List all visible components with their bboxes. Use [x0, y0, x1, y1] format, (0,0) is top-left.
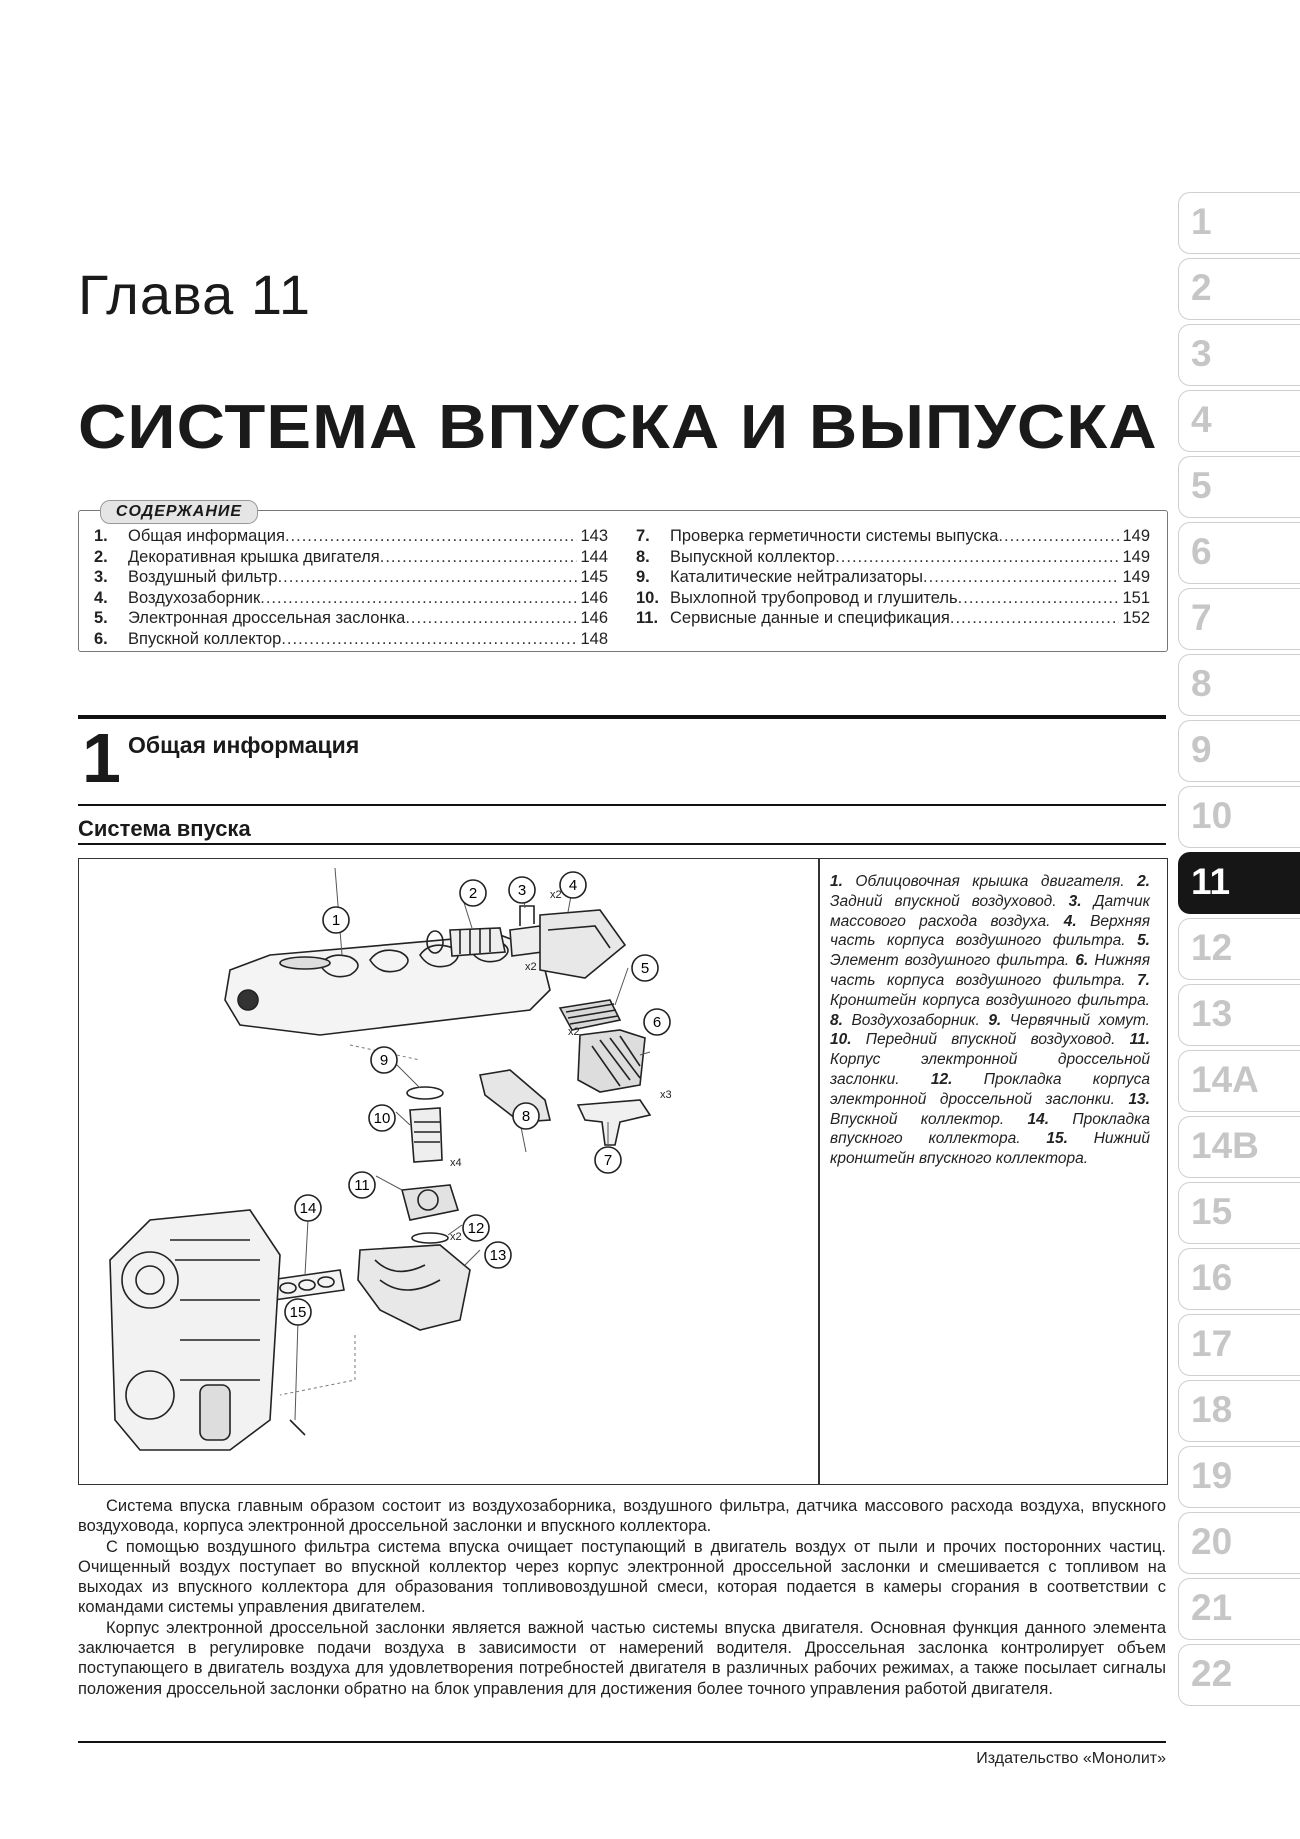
- toc-entry-page: 143: [580, 527, 608, 545]
- tab-chapter-12[interactable]: [1178, 918, 1300, 980]
- figure-legend: [830, 872, 1150, 1169]
- callout-marker: [513, 1103, 539, 1129]
- callout-marker: [560, 872, 586, 898]
- toc-entry[interactable]: [94, 526, 608, 547]
- tab-chapter-14a[interactable]: [1178, 1050, 1300, 1112]
- tab-chapter-20[interactable]: [1178, 1512, 1300, 1574]
- toc-entry-text: Декоративная крышка двигателя: [128, 547, 380, 566]
- legend-item: 8. Воздухозаборник.: [830, 1011, 980, 1029]
- toc-entry-text: Воздушный фильтр: [128, 568, 278, 586]
- svg-text:14: 14: [299, 1200, 317, 1217]
- callout-marker: [295, 1195, 321, 1221]
- toc-entry-num: 4.: [94, 588, 108, 607]
- callout-marker: [632, 955, 658, 981]
- qty-label: x3: [660, 1089, 672, 1101]
- toc-entry-num: 11.: [636, 609, 659, 627]
- toc-entry[interactable]: [94, 547, 608, 568]
- toc-heading: СОДЕРЖАНИЕ: [100, 500, 258, 524]
- toc-entry-page: 152: [1122, 609, 1150, 627]
- tab-label: 13: [1191, 993, 1233, 1034]
- toc-leader: [281, 629, 577, 650]
- legend-item: 4. Верхняя часть корпуса воздушного фильтра.: [830, 912, 1150, 950]
- toc-leader: [958, 588, 1120, 609]
- tab-label: 22: [1191, 1653, 1233, 1694]
- svg-text:2: 2: [468, 885, 478, 902]
- toc-entry-num: 9.: [636, 568, 650, 586]
- toc-entry-text: Впускной коллектор: [128, 629, 282, 648]
- svg-text:13: 13: [489, 1247, 507, 1264]
- legend-item: 10. Передний впускной воздуховод.: [830, 1031, 1116, 1049]
- legend-item: 6. Нижняя часть корпуса воздушного фильтра.: [830, 952, 1150, 989]
- upper-filter-housing-drawing: [540, 910, 625, 978]
- toc-entry-page: 151: [1122, 588, 1150, 607]
- toc-entry-text: Сервисные данные и спецификация: [670, 609, 950, 627]
- tab-chapter-6[interactable]: [1178, 522, 1300, 584]
- toc-entry[interactable]: [94, 629, 608, 650]
- body-text: [78, 1496, 1166, 1699]
- svg-text:9: 9: [379, 1052, 389, 1069]
- legend-item: 14. Прокладка впускного коллектора.: [830, 1110, 1151, 1148]
- tab-label: 4: [1191, 399, 1212, 440]
- toc-entry-page: 149: [1122, 568, 1150, 586]
- tab-chapter-2[interactable]: [1178, 258, 1300, 320]
- tab-label: 14B: [1191, 1125, 1259, 1166]
- callout-marker: [371, 1047, 397, 1073]
- toc-leader: [405, 608, 577, 629]
- toc-entry[interactable]: [636, 526, 1150, 547]
- legend-item: 11. Корпус электронной дроссельной заслонки.: [830, 1031, 1150, 1088]
- section-divider: [78, 804, 1166, 806]
- legend-item: 9. Червячный хомут.: [988, 1011, 1150, 1029]
- tab-chapter-22[interactable]: [1178, 1644, 1300, 1706]
- svg-text:12: 12: [467, 1220, 485, 1237]
- toc-left-column: [94, 526, 608, 649]
- toc-entry-page: 148: [580, 629, 608, 648]
- footer-rule: [78, 1741, 1166, 1743]
- tab-chapter-21[interactable]: [1178, 1578, 1300, 1640]
- engine-block-drawing: [110, 1210, 280, 1450]
- tab-chapter-19[interactable]: [1178, 1446, 1300, 1508]
- chapter-title: СИСТЕМА ВПУСКА И ВЫПУСКА: [78, 393, 1158, 462]
- callout-marker: [644, 1009, 670, 1035]
- tab-label: 18: [1191, 1389, 1233, 1430]
- toc-entry[interactable]: [94, 567, 608, 588]
- tab-chapter-15[interactable]: [1178, 1182, 1300, 1244]
- svg-text:15: 15: [289, 1304, 307, 1321]
- callout-marker: [285, 1299, 311, 1325]
- figure-divider: [818, 858, 820, 1485]
- toc-entry-page: 149: [1122, 547, 1150, 566]
- callout-marker: [509, 877, 535, 903]
- paragraph: Корпус электронной дроссельной заслонки является важной частью системы впуска двигателя. Основная функция данного элемента заключается в регулировке подачи воздуха в зависимости от намерений водителя. Дроссельная заслонка контролирует объем поступающего в двигатель воздуха для удовлетворения потребностей двигателя в различных рабочих режимах, а также посылает сигналы положения дроссельной заслонки обратно на блок управления для достижения более точного управления работой двигателя.: [78, 1618, 1166, 1698]
- toc-leader: [950, 608, 1120, 629]
- toc-entry[interactable]: [94, 588, 608, 609]
- svg-text:3: 3: [517, 882, 527, 899]
- qty-label: x2: [568, 1026, 580, 1038]
- callout-marker: [323, 907, 349, 933]
- paragraph: Система впуска главным образом состоит из воздухозаборника, воздушного фильтра, датчика массового расхода воздуха, впускного воздуховода, корпуса электронной дроссельной заслонки и впускного коллектора.: [78, 1497, 1166, 1536]
- toc-leader: [285, 526, 578, 547]
- section-title: Общая информация: [128, 732, 360, 758]
- toc-entry-num: 1.: [94, 527, 108, 545]
- qty-label: x2: [525, 961, 537, 973]
- legend-item: 3. Датчик массового расхода воздуха.: [830, 892, 1151, 930]
- tab-label: 9: [1191, 729, 1212, 770]
- chapter-label: Глава 11: [78, 263, 311, 326]
- toc-entry-num: 10.: [636, 588, 659, 607]
- toc-entry[interactable]: [636, 547, 1150, 568]
- toc-entry[interactable]: [636, 588, 1150, 609]
- qty-label: x4: [450, 1157, 462, 1169]
- tab-label: 17: [1191, 1323, 1233, 1364]
- toc-leader: [835, 547, 1119, 568]
- toc-entry-num: 5.: [94, 609, 108, 627]
- tab-chapter-7[interactable]: [1178, 588, 1300, 650]
- tab-label: 19: [1191, 1455, 1233, 1496]
- maf-sensor-drawing: [510, 906, 542, 956]
- publisher-credit: Издательство «Монолит»: [976, 1750, 1166, 1767]
- callout-marker: [349, 1172, 375, 1198]
- qty-label: x2: [550, 889, 562, 901]
- legend-item: 1. Облицовочная крышка двигателя.: [830, 873, 1125, 890]
- toc-entry[interactable]: [636, 567, 1150, 588]
- tab-label: 16: [1191, 1257, 1233, 1298]
- callout-marker: [595, 1147, 621, 1173]
- subsection-rule: [78, 843, 1166, 845]
- tab-chapter-14b[interactable]: [1178, 1116, 1300, 1178]
- toc-entry-text: Проверка герметичности системы выпуска: [670, 527, 999, 545]
- toc-leader: [380, 547, 578, 568]
- toc-entry-num: 7.: [636, 527, 650, 545]
- tab-chapter-3[interactable]: [1178, 324, 1300, 386]
- tab-chapter-9[interactable]: [1178, 720, 1300, 782]
- legend-item: 2. Задний впускной воздуховод.: [830, 873, 1150, 910]
- tab-label: 5: [1191, 465, 1212, 506]
- toc-entry[interactable]: [636, 608, 1150, 629]
- tab-chapter-16[interactable]: [1178, 1248, 1300, 1310]
- tab-chapter-1[interactable]: [1178, 192, 1300, 254]
- toc-entry-text: Каталитические нейтрализаторы: [670, 568, 924, 586]
- section-number: 1: [82, 719, 121, 797]
- toc-leader: [260, 588, 577, 609]
- tab-label: 12: [1191, 927, 1233, 968]
- callout-marker: [460, 880, 486, 906]
- svg-text:5: 5: [640, 960, 650, 977]
- tab-label: 11: [1191, 861, 1231, 902]
- subsection-title: Система впуска: [78, 816, 251, 841]
- toc-entry-page: 146: [580, 588, 608, 607]
- toc-entry-num: 8.: [636, 547, 650, 566]
- qty-label: x2: [450, 1231, 462, 1243]
- toc-entry-text: Общая информация: [128, 527, 285, 545]
- toc-entry-num: 6.: [94, 629, 108, 648]
- toc-entry-text: Воздухозаборник: [128, 588, 261, 607]
- svg-text:6: 6: [652, 1014, 662, 1031]
- legend-item: 13. Впускной коллектор.: [830, 1090, 1150, 1128]
- tab-chapter-4[interactable]: [1178, 390, 1300, 452]
- tab-label: 20: [1191, 1521, 1233, 1562]
- toc-entry[interactable]: [94, 608, 608, 629]
- intake-system-diagram: [80, 860, 816, 1482]
- svg-text:7: 7: [603, 1152, 613, 1169]
- toc-right-column: [636, 526, 1150, 629]
- paragraph: С помощью воздушного фильтра система впуска очищает поступающий в двигатель воздух от пыли и прочих посторонних частиц. Очищенный воздух поступает во впускной коллектор через корпус электронной дроссельной заслонки и смешивается с топливом на выходах из впускного коллектора для образования топливовоздушной смеси, которая подается в камеры сгорания в соответствии с командами системы управления двигателем.: [78, 1537, 1166, 1617]
- toc-entry-text: Выпускной коллектор: [670, 547, 836, 566]
- tab-label: 15: [1191, 1191, 1233, 1232]
- svg-text:4: 4: [568, 877, 578, 894]
- tab-label: 8: [1191, 663, 1212, 704]
- svg-text:8: 8: [521, 1108, 531, 1125]
- tab-label: 2: [1191, 267, 1212, 308]
- tab-chapter-8[interactable]: [1178, 654, 1300, 716]
- legend-item: 5. Элемент воздушного фильтра.: [830, 932, 1150, 970]
- tab-label: 10: [1191, 795, 1233, 836]
- toc-entry-page: 144: [580, 547, 608, 566]
- legend-item: 12. Прокладка корпуса электронной дроссельной заслонки.: [830, 1070, 1150, 1108]
- section-rule: [78, 715, 1166, 719]
- toc-entry-num: 2.: [94, 547, 108, 566]
- tab-chapter-10[interactable]: [1178, 786, 1300, 848]
- tab-label: 7: [1191, 597, 1212, 638]
- tab-label: 14A: [1191, 1059, 1259, 1100]
- toc-entry-text: Выхлопной трубопровод и глушитель: [670, 588, 958, 607]
- toc-entry-page: 149: [1122, 527, 1150, 545]
- callout-marker: [369, 1105, 395, 1131]
- toc-entry-page: 146: [580, 609, 608, 627]
- tab-label: 6: [1191, 531, 1212, 572]
- tab-chapter-17[interactable]: [1178, 1314, 1300, 1376]
- tab-label: 21: [1191, 1587, 1233, 1628]
- toc-leader: [998, 526, 1119, 547]
- legend-item: 7. Кронштейн корпуса воздушного фильтра.: [830, 971, 1150, 1009]
- tab-chapter-13[interactable]: [1178, 984, 1300, 1046]
- svg-text:1: 1: [331, 912, 341, 929]
- tab-label: 1: [1191, 201, 1212, 242]
- callout-marker: [463, 1215, 489, 1241]
- toc-entry-text: Электронная дроссельная заслонка: [128, 609, 406, 627]
- toc-entry-page: 145: [580, 568, 608, 586]
- tab-chapter-11[interactable]: [1178, 852, 1300, 914]
- callout-marker: [485, 1242, 511, 1268]
- tab-chapter-5[interactable]: [1178, 456, 1300, 518]
- legend-item: 15. Нижний кронштейн впускного коллектора.: [830, 1130, 1150, 1168]
- tab-chapter-18[interactable]: [1178, 1380, 1300, 1442]
- toc-leader: [278, 567, 578, 588]
- toc-leader: [923, 567, 1119, 588]
- filter-bracket-drawing: [578, 1100, 650, 1145]
- svg-text:10: 10: [373, 1110, 391, 1127]
- lower-filter-housing-drawing: [578, 1030, 645, 1092]
- toc-entry-num: 3.: [94, 568, 108, 586]
- tab-label: 3: [1191, 333, 1212, 374]
- svg-text:11: 11: [354, 1177, 370, 1194]
